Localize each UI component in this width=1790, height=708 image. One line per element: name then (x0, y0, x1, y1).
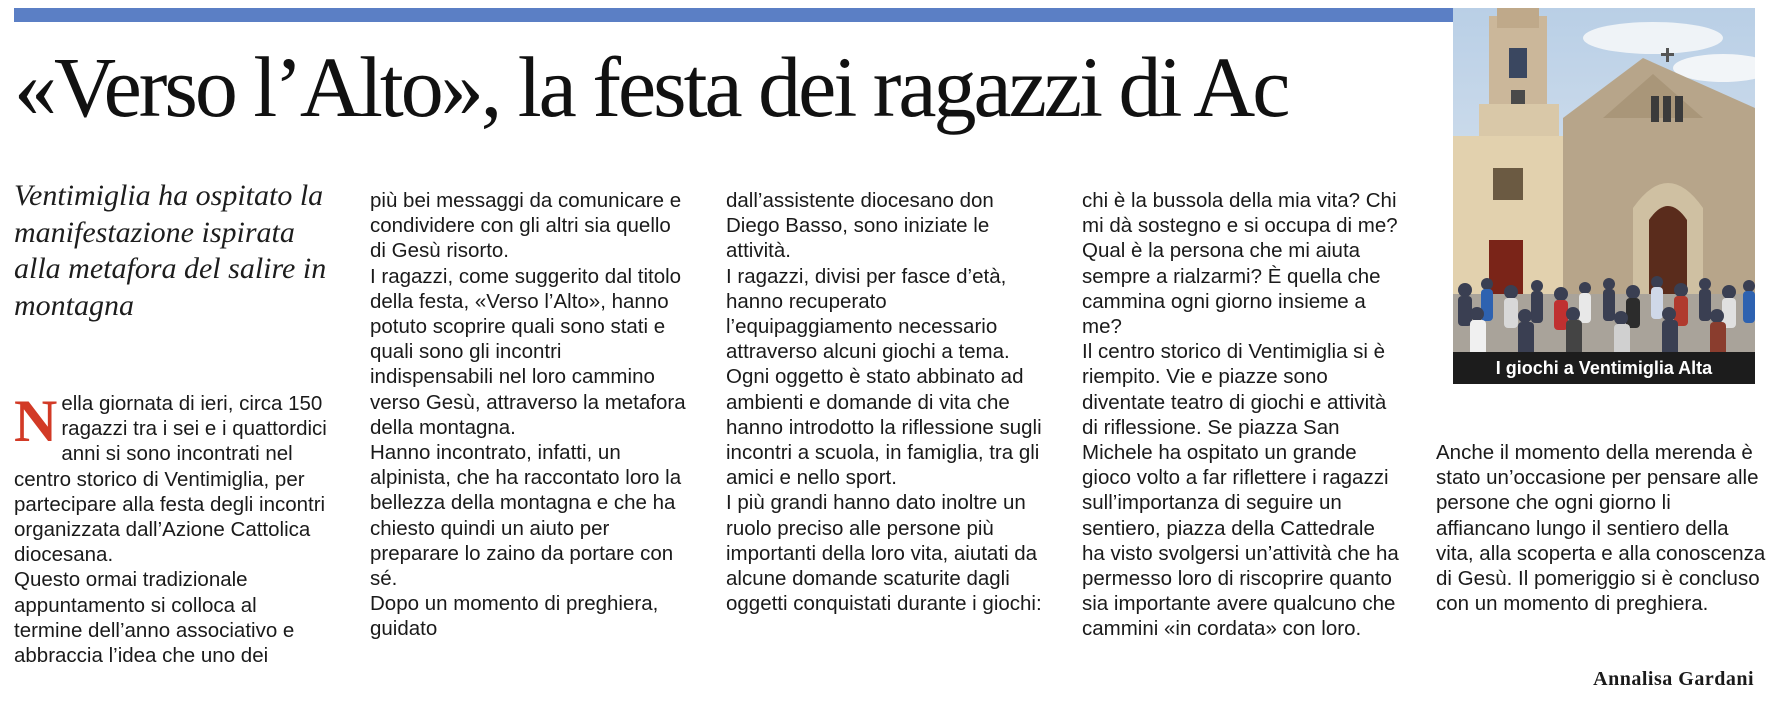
paragraph: più bei messaggi da comunicare e condividere con gli altri sia quello di Gesù risorto. (370, 189, 682, 263)
author-byline: Annalisa Gardani (1593, 668, 1754, 690)
paragraph: ella giornata di ieri, circa 150 ragazzi tra i sei e i quattordici anni si sono incontrati nel centro storico di Ventimiglia, per partecipare alla festa degli incontri organizzata dall’Azione Cattolica diocesana. (14, 392, 327, 567)
photo-caption: I giochi a Ventimiglia Alta (1453, 352, 1755, 384)
paragraph: chi è la bussola della mia vita? Chi mi dà sostegno e si occupa di me? Qual è la persona che mi aiuta sempre a rialzarmi? È quella che cammina ogni giorno insieme a me? (1082, 189, 1398, 339)
article-column-1 (14, 388, 330, 668)
article-column-4 (1082, 188, 1400, 642)
paragraph: dall’assistente diocesano don Diego Basso, sono iniziate le attività. (726, 189, 994, 263)
paragraph: Il centro storico di Ventimiglia si è riempito. Vie e piazze sono diventate teatro di giochi e attività di riflessione. Se piazza San Michele ha ospitato un grande gioco volto a far riflettere i ragazzi sull’importanza di seguire un sentiero, piazza della Cattedrale ha visto svolgersi un’attività che ha permesso loro di riscoprire quanto sia importante avere qualcuno che cammini «in cordata» con loro. (1082, 340, 1399, 641)
paragraph: Hanno incontrato, infatti, un alpinista, che ha raccontato loro la bellezza della montagna e che ha chiesto quindi un aiuto per preparare lo zaino da portare con sé. (370, 441, 682, 591)
paragraph: I più grandi hanno dato inoltre un ruolo preciso alle persone più importanti della loro vita, aiutati da alcune domande scaturite dagli oggetti conquistati durante i giochi: (726, 491, 1042, 616)
article-headline: «Verso l’Alto», la festa dei ragazzi di Ac (14, 39, 1288, 135)
paragraph: I ragazzi, come suggerito dal titolo della festa, «Verso l’Alto», hanno potuto scoprire quali sono stati e quali sono gli incontri indispensabili nel loro cammino verso Gesù, attraverso la metafora della montagna. (370, 264, 686, 439)
article-column-3 (726, 188, 1044, 616)
article-column-5 (1436, 440, 1766, 616)
article-column-2 (370, 188, 688, 642)
paragraph: Anche il momento della merenda è stato un’occasione per pensare alle persone che ogni giorno li affiancano lungo il sentiero della vita, alla scoperta e alla conoscenza di Gesù. Il pomeriggio si è concluso con un momento di preghiera. (1436, 441, 1766, 616)
article-subhead: Ventimiglia ha ospitato la manifestazione ispirata alla metafora del salire in montagna (14, 179, 327, 322)
cathedral-photo-illustration (1453, 8, 1755, 384)
paragraph: I ragazzi, divisi per fasce d’età, hanno recuperato l’equipaggiamento necessario attraverso alcuni giochi a tema. (726, 264, 1010, 364)
section-color-bar (14, 8, 1454, 22)
article-photo (1453, 8, 1755, 384)
paragraph: Ogni oggetto è stato abbinato ad ambienti e domande di vita che hanno introdotto la riflessione sugli incontri a scuola, in famiglia, tra gli amici e nello sport. (726, 365, 1042, 490)
paragraph: Questo ormai tradizionale appuntamento si colloca al termine dell’anno associativo e abbraccia l’idea che uno dei (14, 568, 295, 668)
drop-cap: N (14, 388, 58, 454)
paragraph: Dopo un momento di preghiera, guidato (370, 592, 659, 641)
